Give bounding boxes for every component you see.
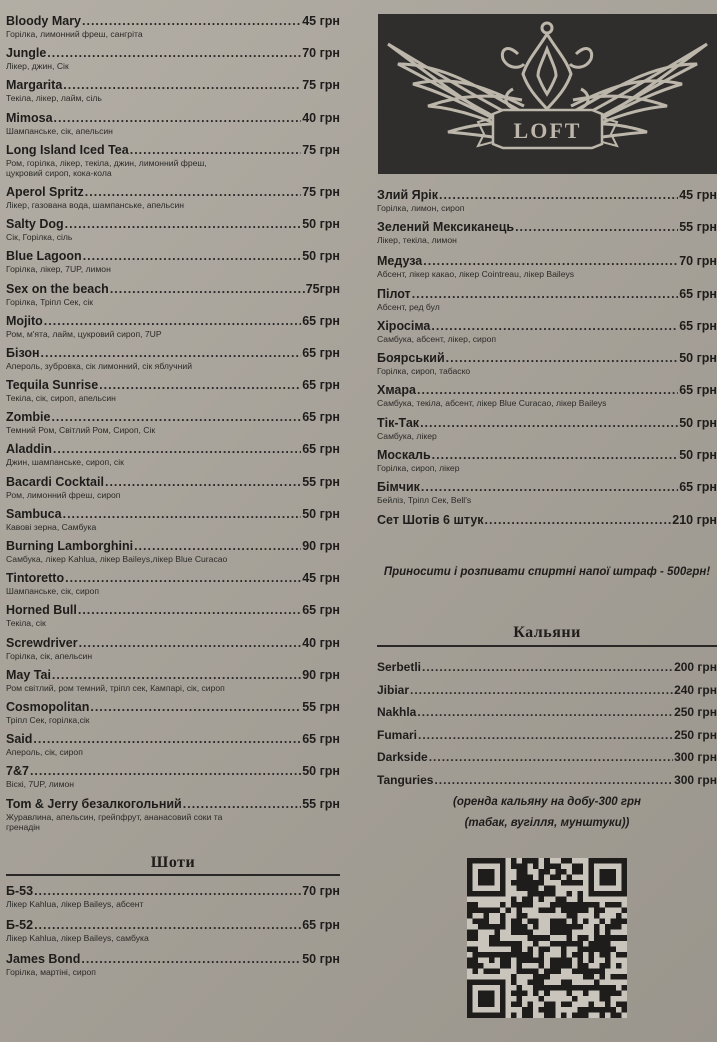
- item-line: [6, 314, 340, 329]
- item-price: 75 грн: [302, 78, 340, 93]
- item-line: [6, 571, 340, 586]
- dot-leader: [51, 410, 301, 425]
- dot-leader: [53, 442, 301, 457]
- item-name: Tom & Jerry безалкогольний: [6, 796, 182, 811]
- dot-leader: [85, 185, 301, 200]
- menu-item: [377, 416, 717, 441]
- shots-right-column: [377, 188, 717, 535]
- item-name: Jungle: [6, 46, 47, 61]
- item-line: [6, 918, 340, 933]
- item-price: 50 грн: [302, 506, 340, 521]
- item-name: Bloody Mary: [6, 14, 82, 28]
- dot-leader: [485, 513, 672, 528]
- rent-line-1: (оренда кальяну на добу-300 грн: [453, 796, 641, 808]
- item-line: [6, 410, 340, 425]
- dot-leader: [418, 724, 673, 747]
- menu-item: [6, 314, 340, 339]
- item-line: [6, 185, 340, 200]
- item-price: 50 грн: [679, 415, 717, 430]
- dot-leader: [412, 287, 679, 302]
- dot-leader: [99, 378, 301, 393]
- menu-item: [6, 46, 340, 71]
- item-line: [6, 46, 340, 61]
- item-name: Москаль: [377, 448, 431, 463]
- item-description: Текіла, лікер, лайм, сіль: [6, 93, 102, 104]
- dot-leader: [65, 217, 302, 232]
- item-name: Said: [6, 732, 33, 747]
- menu-item: [6, 185, 340, 210]
- item-name: Тік-Так: [377, 415, 420, 430]
- item-price: 70 грн: [679, 254, 717, 269]
- item-name: Б-52: [6, 917, 34, 932]
- item-price: 50 грн: [302, 951, 340, 966]
- item-description: Ром, лимонний фреш, сироп: [6, 489, 121, 500]
- menu-item: [377, 188, 717, 213]
- item-price: 65 грн: [302, 917, 340, 932]
- item-price: 55 грн: [302, 474, 340, 489]
- item-line: [6, 14, 340, 29]
- item-price: 65 грн: [302, 345, 340, 360]
- item-price: 50 грн: [679, 351, 717, 366]
- item-description: Ром світлий, ром темний, тріпл сек, Кампарі, сік, сироп: [6, 682, 225, 693]
- menu-item: [6, 249, 340, 274]
- item-line: [377, 679, 717, 702]
- menu-item: [6, 507, 340, 532]
- item-line: [6, 603, 340, 618]
- item-name: Б-53: [6, 883, 34, 898]
- dot-leader: [410, 679, 673, 702]
- item-description: Апероль, сік, сироп: [6, 747, 83, 758]
- item-price: 90 грн: [302, 539, 340, 553]
- item-name: Darkside: [377, 750, 428, 764]
- item-price: 55 грн: [302, 796, 340, 811]
- item-description: Горілка, Тріпл Сек, сік: [6, 296, 94, 307]
- item-line: [377, 513, 717, 528]
- item-description: Лікер, текіла, лимон: [377, 235, 457, 246]
- hookah-divider: [377, 645, 717, 647]
- item-line: [6, 143, 340, 158]
- dot-leader: [33, 732, 301, 747]
- item-price: 70 грн: [302, 883, 340, 898]
- item-price: 40 грн: [302, 110, 340, 125]
- menu-item: [6, 378, 340, 403]
- item-description: Лікер, газована вода, шампанське, апельсин: [6, 199, 184, 210]
- logo-text: LOFT: [513, 118, 582, 143]
- item-description: Шампанське, сік, сироп: [6, 586, 99, 597]
- item-name: Зелений Мексиканець: [377, 220, 515, 235]
- item-line: [6, 668, 340, 683]
- menu-item: [6, 952, 340, 977]
- item-name: Long Island Iced Tea: [6, 142, 129, 157]
- item-name: Бімчик: [377, 480, 420, 495]
- menu-item: [377, 383, 717, 408]
- item-line: [6, 952, 340, 967]
- item-name: Zombie: [6, 410, 51, 425]
- hookah-rent-note: [377, 792, 717, 834]
- item-name: Margarita: [6, 78, 63, 93]
- item-price: 55 грн: [679, 220, 717, 235]
- dot-leader: [63, 507, 302, 522]
- dot-leader: [446, 351, 679, 366]
- item-name: Боярський: [377, 351, 445, 366]
- item-price: 210 грн: [672, 512, 717, 527]
- dot-leader: [423, 254, 678, 269]
- item-line: [377, 656, 717, 679]
- dot-leader: [41, 346, 302, 361]
- item-price: 240 грн: [674, 682, 717, 697]
- dot-leader: [421, 480, 678, 495]
- dot-leader: [439, 188, 678, 203]
- qr-code-icon: [467, 858, 627, 1018]
- item-description: Самбука, лікер: [377, 430, 437, 441]
- item-price: 50 грн: [679, 448, 717, 463]
- menu-item: [6, 764, 340, 789]
- shots-title: Шоти: [150, 853, 196, 871]
- item-price: 65 грн: [302, 603, 340, 618]
- menu-item: [6, 14, 340, 39]
- item-description: Самбука, текіла, абсент, лікер Blue Curacao, лікер Baileys: [377, 398, 607, 409]
- item-price: 250 грн: [674, 705, 717, 719]
- item-name: Mimosa: [6, 110, 53, 125]
- menu-item: [6, 442, 340, 467]
- item-description: Шампанське, сік, апельсин: [6, 125, 113, 136]
- menu-item: [6, 884, 340, 909]
- item-line: [6, 249, 340, 264]
- cocktails-column: [6, 14, 340, 986]
- dot-leader: [44, 314, 301, 329]
- item-name: Tanguries: [377, 772, 434, 787]
- menu-item: [377, 679, 717, 702]
- item-description: Апероль, зубровка, сік лимонний, сік яблучний: [6, 360, 192, 371]
- dot-leader: [34, 918, 301, 933]
- dot-leader: [34, 884, 301, 899]
- menu-item: [377, 769, 717, 792]
- menu-item: [377, 448, 717, 473]
- menu-item: [377, 656, 717, 679]
- menu-item: [6, 217, 340, 242]
- item-line: [6, 539, 340, 554]
- item-price: 65 грн: [302, 732, 340, 747]
- item-price: 300 грн: [674, 772, 717, 787]
- item-line: [6, 732, 340, 747]
- item-name: Screwdriver: [6, 635, 78, 650]
- item-name: May Tai: [6, 667, 51, 682]
- hookah-list: [377, 656, 717, 791]
- item-line: [377, 769, 717, 792]
- item-price: 75 грн: [302, 142, 340, 157]
- item-price: 40 грн: [302, 635, 340, 650]
- dot-leader: [110, 282, 305, 297]
- dot-leader: [515, 220, 678, 235]
- item-description: Бейліз, Тріпл Сек, Bell's: [377, 495, 472, 506]
- menu-item: [6, 111, 340, 136]
- item-description: Горілка, сироп, табаско: [377, 366, 471, 377]
- dot-leader: [90, 700, 301, 715]
- item-name: Aladdin: [6, 442, 52, 457]
- menu-item: [377, 746, 717, 769]
- item-line: [377, 724, 717, 747]
- item-name: 7&7: [6, 764, 29, 779]
- item-price: 45 грн: [679, 188, 717, 202]
- item-line: [6, 378, 340, 393]
- menu-item: [6, 636, 340, 661]
- menu-item: [6, 668, 340, 693]
- item-line: [377, 480, 717, 495]
- item-line: [377, 383, 717, 398]
- item-description: Горілка, лимонний фреш, сангріта: [6, 29, 143, 39]
- item-description: Текіла, сік, сироп, апельсин: [6, 393, 116, 404]
- item-name: Tintoretto: [6, 571, 65, 586]
- item-description: Горілка, мартіні, сироп: [6, 966, 96, 977]
- dot-leader: [79, 636, 302, 651]
- item-line: [6, 475, 340, 490]
- menu-item: [6, 410, 340, 435]
- item-price: 65 грн: [302, 378, 340, 393]
- menu-item: [6, 603, 340, 628]
- menu-item: [6, 282, 340, 307]
- item-name: Хмара: [377, 383, 416, 398]
- dot-leader: [431, 319, 678, 334]
- item-name: Sex on the beach: [6, 281, 109, 296]
- item-line: [377, 188, 717, 203]
- dot-leader: [54, 111, 302, 126]
- menu-item: [377, 220, 717, 245]
- menu-item: [377, 351, 717, 376]
- item-description: Ром, горілка, лікер, текіла, джин, лимонний фреш, цукровий сироп, кока-кола: [6, 157, 207, 178]
- item-line: [6, 111, 340, 126]
- dot-leader: [30, 764, 301, 779]
- dot-leader: [434, 769, 673, 792]
- item-name: Serbetli: [377, 660, 422, 674]
- dot-leader: [52, 668, 301, 683]
- item-description: Темний Ром, Світлий Ром, Сироп, Сік: [6, 425, 156, 436]
- item-name: Медуза: [377, 254, 423, 269]
- item-name: Злий Ярік: [377, 188, 438, 202]
- hookah-section: [377, 624, 717, 647]
- menu-item: [6, 797, 340, 832]
- item-name: Пілот: [377, 286, 411, 301]
- dot-leader: [183, 797, 301, 812]
- dot-leader: [82, 14, 301, 29]
- item-price: 200 грн: [674, 660, 717, 674]
- item-price: 65 грн: [679, 383, 717, 398]
- dot-leader: [78, 603, 301, 618]
- item-line: [6, 764, 340, 779]
- menu-item: [6, 732, 340, 757]
- item-price: 70 грн: [302, 46, 340, 61]
- item-description: Тріпл Сек, горілка,сік: [6, 714, 90, 725]
- item-description: Горілка, сироп, лікер: [377, 463, 460, 474]
- item-line: [377, 220, 717, 235]
- item-name: Бізон: [6, 345, 40, 360]
- menu-item: [6, 346, 340, 371]
- item-name: Fumari: [377, 727, 418, 742]
- item-line: [6, 78, 340, 93]
- item-description: Лікер, джин, Сік: [6, 61, 69, 72]
- item-description: Абсент, ред бул: [377, 301, 440, 312]
- item-price: 50 грн: [302, 764, 340, 779]
- dot-leader: [65, 571, 301, 586]
- shots-divider: [6, 874, 340, 876]
- notice-text: Приносити і розпивати спиртні напої штраф - 500грн!: [383, 566, 711, 578]
- item-name: Хіросіма: [377, 318, 431, 333]
- menu-item: [6, 539, 340, 564]
- item-description: Самбука, лікер Kahlua, лікер Baileys,лікер Blue Curacao: [6, 554, 228, 564]
- dot-leader: [105, 475, 301, 490]
- menu-item: [377, 287, 717, 312]
- item-description: Журавлина, апельсин, грейпфрут, ананасовий соки та гренадін: [6, 811, 223, 832]
- dot-leader: [417, 701, 673, 724]
- dot-leader: [417, 383, 678, 398]
- item-line: [377, 287, 717, 302]
- item-line: [6, 442, 340, 457]
- item-name: Tequila Sunrise: [6, 378, 99, 393]
- item-description: Сік, Горілка, сіль: [6, 232, 73, 243]
- item-line: [6, 346, 340, 361]
- hookah-title: Кальяни: [513, 624, 581, 641]
- dot-leader: [420, 416, 678, 431]
- shots-section: [6, 854, 340, 876]
- item-price: 65 грн: [679, 286, 717, 301]
- item-price: 65 грн: [679, 318, 717, 333]
- item-description: Віскі, 7UP, лимон: [6, 779, 75, 790]
- dot-leader: [63, 78, 301, 93]
- item-line: [6, 282, 340, 297]
- dot-leader: [429, 746, 673, 769]
- item-name: Burning Lamborghini: [6, 539, 134, 553]
- item-price: 90 грн: [302, 667, 340, 682]
- item-price: 50 грн: [302, 249, 340, 264]
- item-name: Jibiar: [377, 682, 410, 697]
- rent-line-2: (табак, вугілля, мунштуки)): [464, 817, 630, 829]
- menu-item: [377, 319, 717, 344]
- item-price: 300 грн: [674, 750, 717, 764]
- item-name: Salty Dog: [6, 217, 64, 232]
- item-description: Абсент, лікер какао, лікер Cointreau, лікер Baileys: [377, 269, 575, 280]
- item-line: [6, 884, 340, 899]
- item-line: [6, 700, 340, 715]
- item-price: 75грн: [305, 281, 340, 296]
- menu-item: [6, 571, 340, 596]
- menu-item: [6, 143, 340, 178]
- item-name: Blue Lagoon: [6, 249, 82, 264]
- item-price: 65 грн: [302, 442, 340, 457]
- item-line: [6, 217, 340, 232]
- item-price: 75 грн: [302, 184, 340, 199]
- item-description: Лікер Kahlua, лікер Baileys, абсент: [6, 898, 144, 909]
- item-price: 65 грн: [302, 410, 340, 425]
- item-price: 45 грн: [302, 571, 340, 586]
- menu-item: [6, 475, 340, 500]
- menu-item: [6, 918, 340, 943]
- menu-item: [377, 724, 717, 747]
- item-name: Mojito: [6, 313, 43, 328]
- dot-leader: [134, 539, 301, 554]
- item-description: Горілка, сік, апельсин: [6, 650, 93, 661]
- menu-item: [6, 78, 340, 103]
- item-line: [377, 448, 717, 463]
- loft-logo: [378, 14, 717, 174]
- item-line: [377, 319, 717, 334]
- item-name: Сет Шотів 6 штук: [377, 512, 484, 527]
- menu-item: [377, 513, 717, 528]
- item-description: Горілка, лікер, 7UP, лимон: [6, 264, 111, 275]
- item-line: [377, 701, 717, 724]
- item-price: 65 грн: [679, 480, 717, 495]
- item-line: [6, 797, 340, 812]
- item-name: Horned Bull: [6, 603, 77, 618]
- item-name: Aperol Spritz: [6, 184, 84, 199]
- item-line: [6, 636, 340, 651]
- item-description: Горілка, лимон, сироп: [377, 203, 465, 213]
- item-name: Cosmopolitan: [6, 699, 90, 714]
- item-price: 45 грн: [302, 14, 340, 28]
- menu-item: [377, 701, 717, 724]
- menu-item: [6, 700, 340, 725]
- dot-leader: [130, 143, 302, 158]
- menu-item: [377, 254, 717, 279]
- menu-item: [377, 480, 717, 505]
- item-name: James Bond: [6, 951, 81, 966]
- item-name: Nakhla: [377, 705, 417, 719]
- qr-code[interactable]: [467, 858, 627, 1018]
- item-description: Ром, м'ята, лайм, цукровий сироп, 7UP: [6, 328, 162, 339]
- dot-leader: [47, 46, 301, 61]
- item-description: Джин, шампанське, сироп, сік: [6, 457, 124, 468]
- item-price: 55 грн: [302, 699, 340, 714]
- item-line: [377, 351, 717, 366]
- logo-wings-icon: [378, 14, 717, 174]
- dot-leader: [81, 952, 301, 967]
- item-price: 250 грн: [674, 727, 717, 742]
- item-line: [377, 254, 717, 269]
- item-name: Bacardi Cocktail: [6, 474, 104, 489]
- item-price: 50 грн: [302, 217, 340, 232]
- item-line: [377, 416, 717, 431]
- item-description: Лікер Kahlua, лікер Baileys, самбука: [6, 932, 149, 943]
- dot-leader: [83, 249, 302, 264]
- item-description: Самбука, абсент, лікер, сироп: [377, 333, 497, 344]
- dot-leader: [432, 448, 679, 463]
- dot-leader: [422, 656, 673, 679]
- item-price: 65 грн: [302, 313, 340, 328]
- item-line: [6, 507, 340, 522]
- item-name: Sambuca: [6, 506, 62, 521]
- item-description: Текіла, сік: [6, 618, 46, 629]
- item-description: Кавові зерна, Самбука: [6, 521, 97, 532]
- item-line: [377, 746, 717, 769]
